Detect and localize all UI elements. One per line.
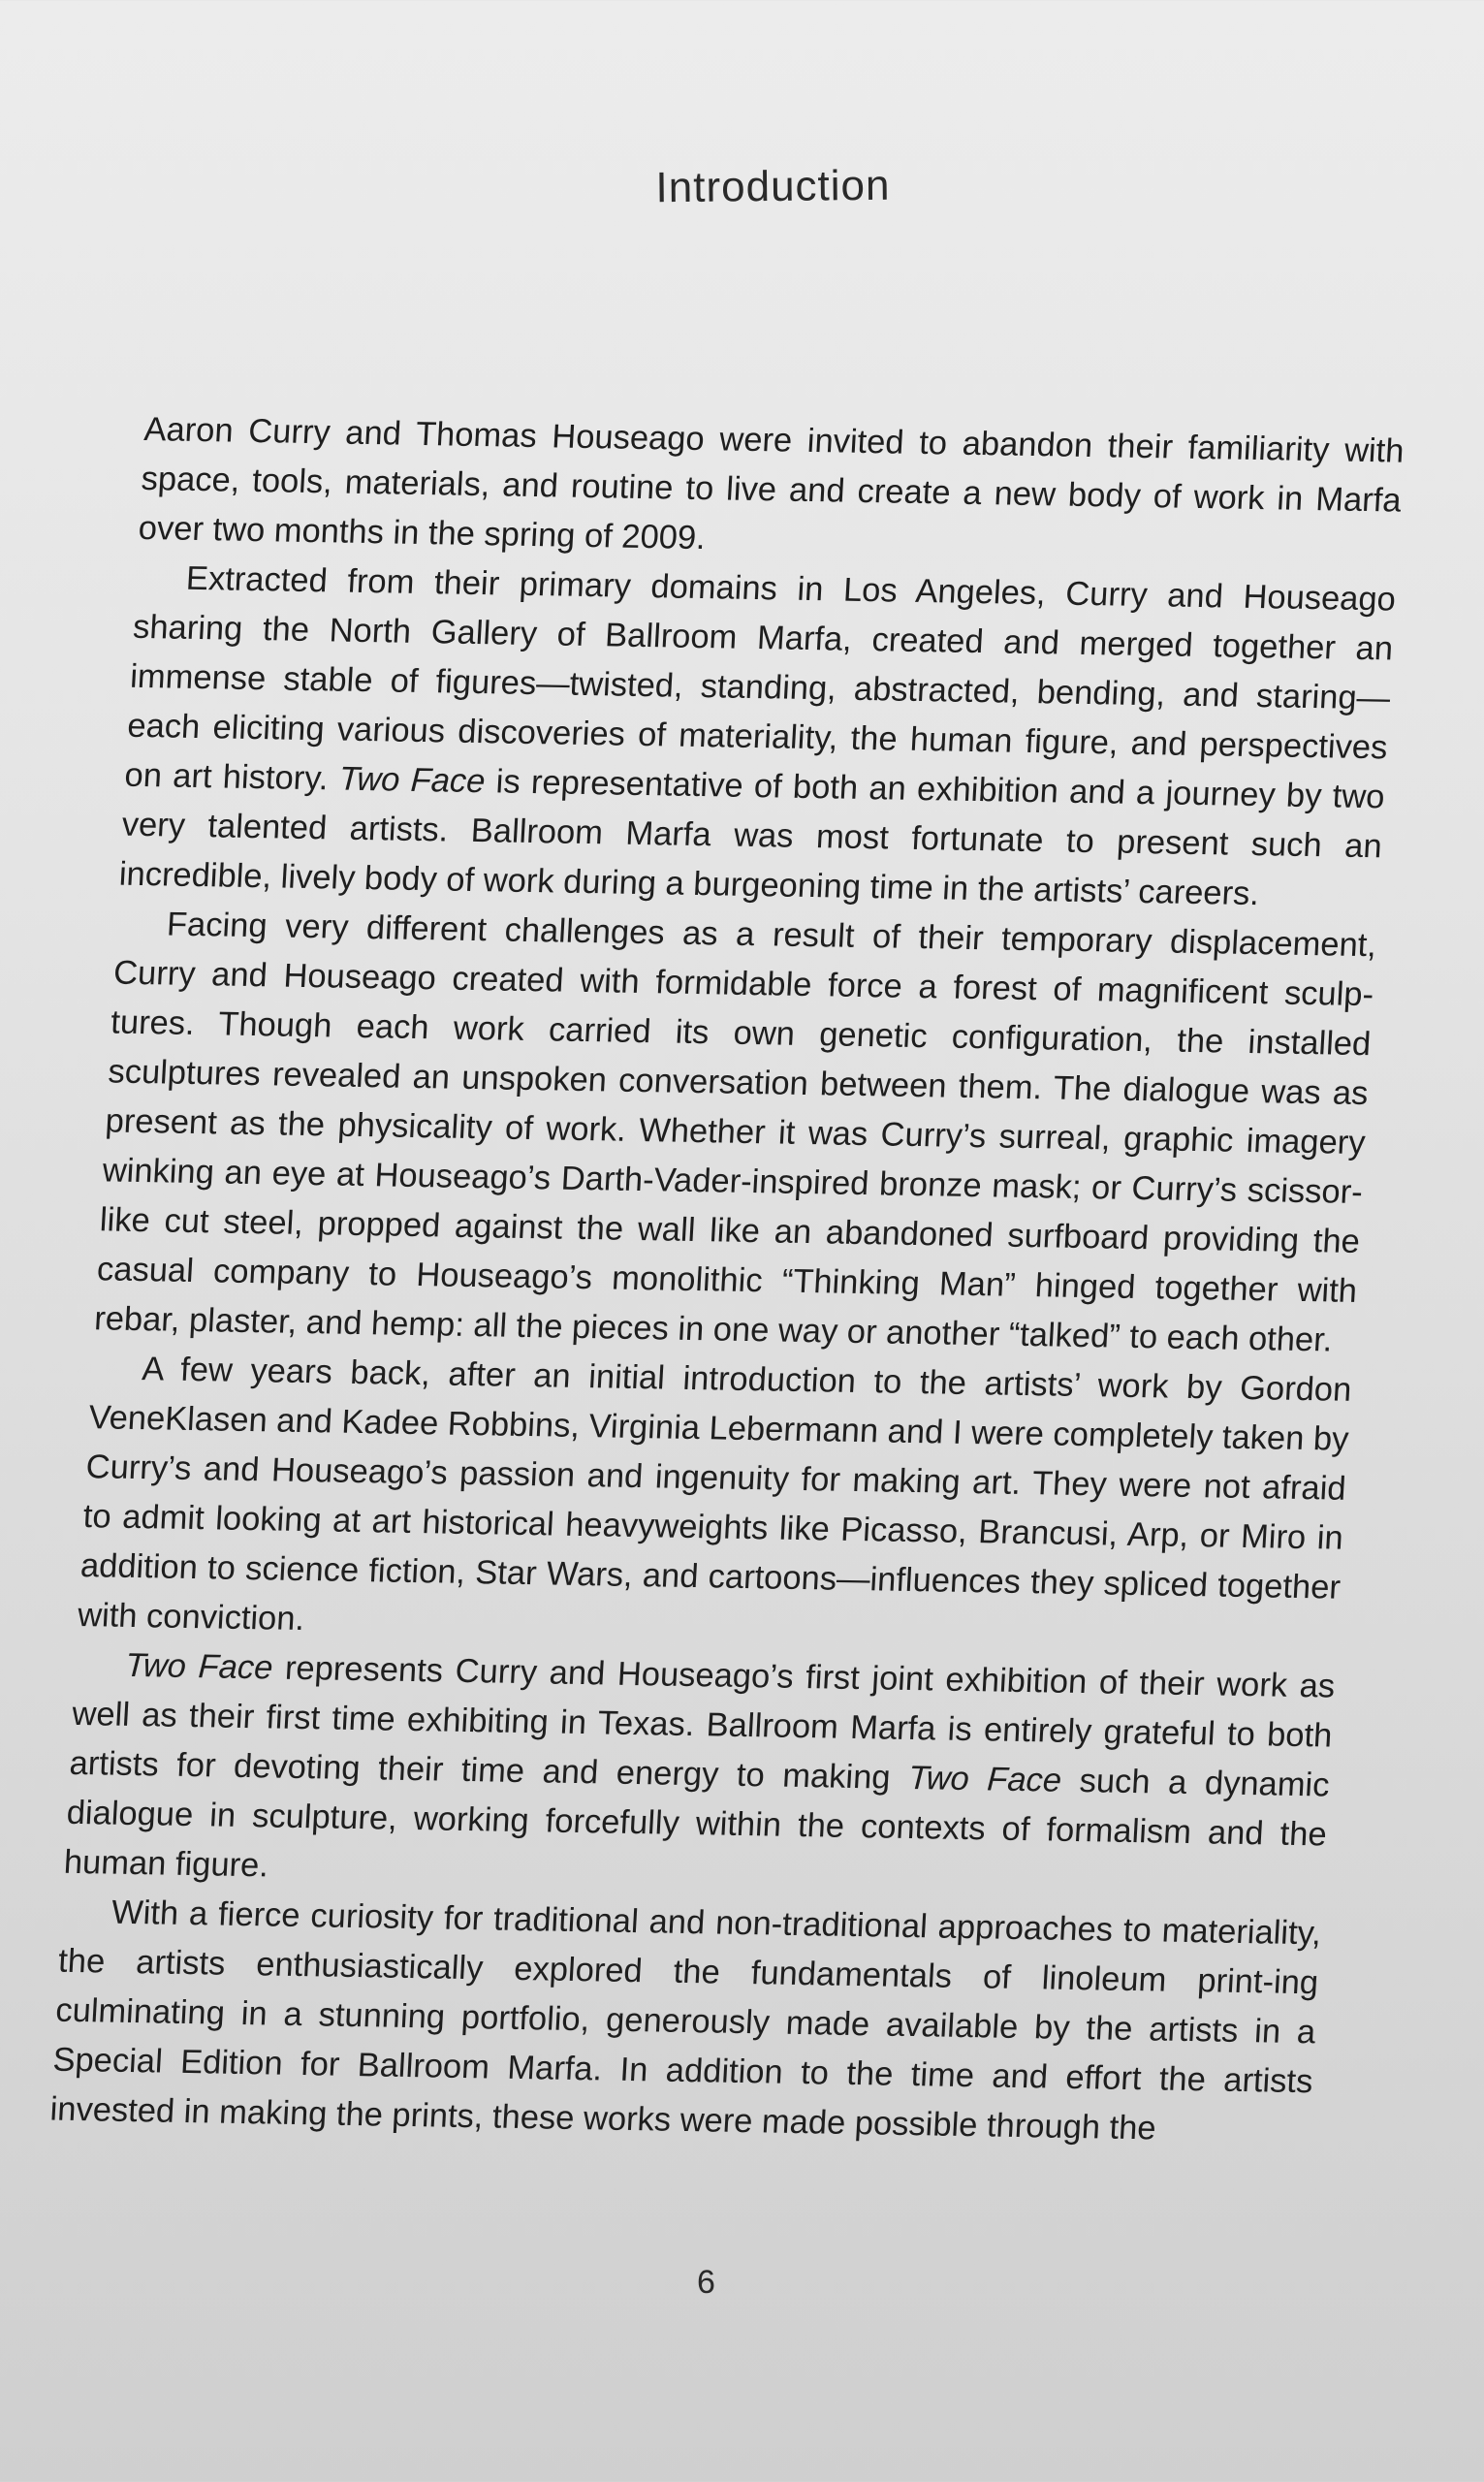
paragraph-text: Extracted from their primary domains in Los Angeles, Curry and Houseago sharing the North Gallery of Ballroom Marfa, created and merged together an immense stable of figures—twisted, standing, abstracted, bending, and staring—each eliciting various discoveries of materiality, the human figure, and perspectives on art history. (123, 559, 1397, 798)
paragraph-text: represents Curry and Houseago’s first joint exhibition of their work as well as their first time exhibiting in Texas. Ballroom Marfa is entirely grateful to both artists for devoting their time and energy to making (68, 1649, 1337, 1797)
paragraph-text: A few years back, after an initial introduction to the artists’ work by Gordon VeneKlasen and Kadee Robbins, Virginia Lebermann and I were completely taken by Curry’s and Houseago’s passion and ingenuity for making art. They were not afraid to admit looking at art historical heavyweights like Picasso, Brancusi, Arp, or Miro in addition to science fiction, Star Wars, and cartoons—influences they spliced together with conviction. (77, 1351, 1353, 1639)
paragraph-4 (77, 1344, 1353, 1662)
page-title: Introduction (655, 161, 891, 212)
paragraph-text: Aaron Curry and Thomas Houseago were invited to abandon their familiarity with space, tools, materials, and routine to live and create a new body of work in Marfa over two months in the spring of 2009. (137, 410, 1405, 557)
paragraph-3 (93, 900, 1377, 1366)
paragraph-1 (137, 405, 1405, 576)
italic-title: Two Face (907, 1759, 1063, 1799)
paragraph-5 (63, 1640, 1337, 1909)
italic-title: Two Face (124, 1646, 274, 1687)
introduction-body (48, 405, 1405, 2156)
paragraph-text: With a fierce curiosity for traditional and non-traditional approaches to materiality, the artists enthusiastically explored the fundamentals of linoleum print-ing culminating in a stunning portfolio, generously made available by the artists in a Special Edition for Ballroom Marfa. In addition to the time and effort the artists invested in making the prints, these works were made possible through the (48, 1893, 1322, 2148)
paragraph-2 (118, 554, 1398, 921)
page-number: 6 (697, 2264, 715, 2301)
italic-title: Two Face (337, 760, 487, 801)
paragraph-6 (48, 1888, 1322, 2156)
paragraph-text: such a dynamic dialogue in sculpture, working forcefully within the contexts of formalism and the human figure. (62, 1762, 1331, 1885)
paragraph-text: is representative of both an exhibition and a journey by two very talented artists. Ballroom Marfa was most fortunate to present such an incredible, lively body of work during a burgeoning time in the artists’ careers. (117, 763, 1386, 913)
paragraph-text: Facing very different challenges as a result of their temporary displacement, Curry and Houseago created with formidable force a forest of magnificent sculp-tures. Though each work carried its own genetic configuration, the installed sculptures revealed an unspoken conversation between them. The dialogue was as present as the physicality of work. Whether it was Curry’s surreal, graphic imagery winking an eye at Houseago’s Darth-Vader-inspired bronze mask; or Curry’s scissor-like cut steel, propped against the wall like an abandoned surfboard providing the casual company to Houseago’s monolithic “Thinking Man” hinged together with rebar, plaster, and hemp: all the pieces in one way or another “talked” to each other. (93, 906, 1377, 1359)
